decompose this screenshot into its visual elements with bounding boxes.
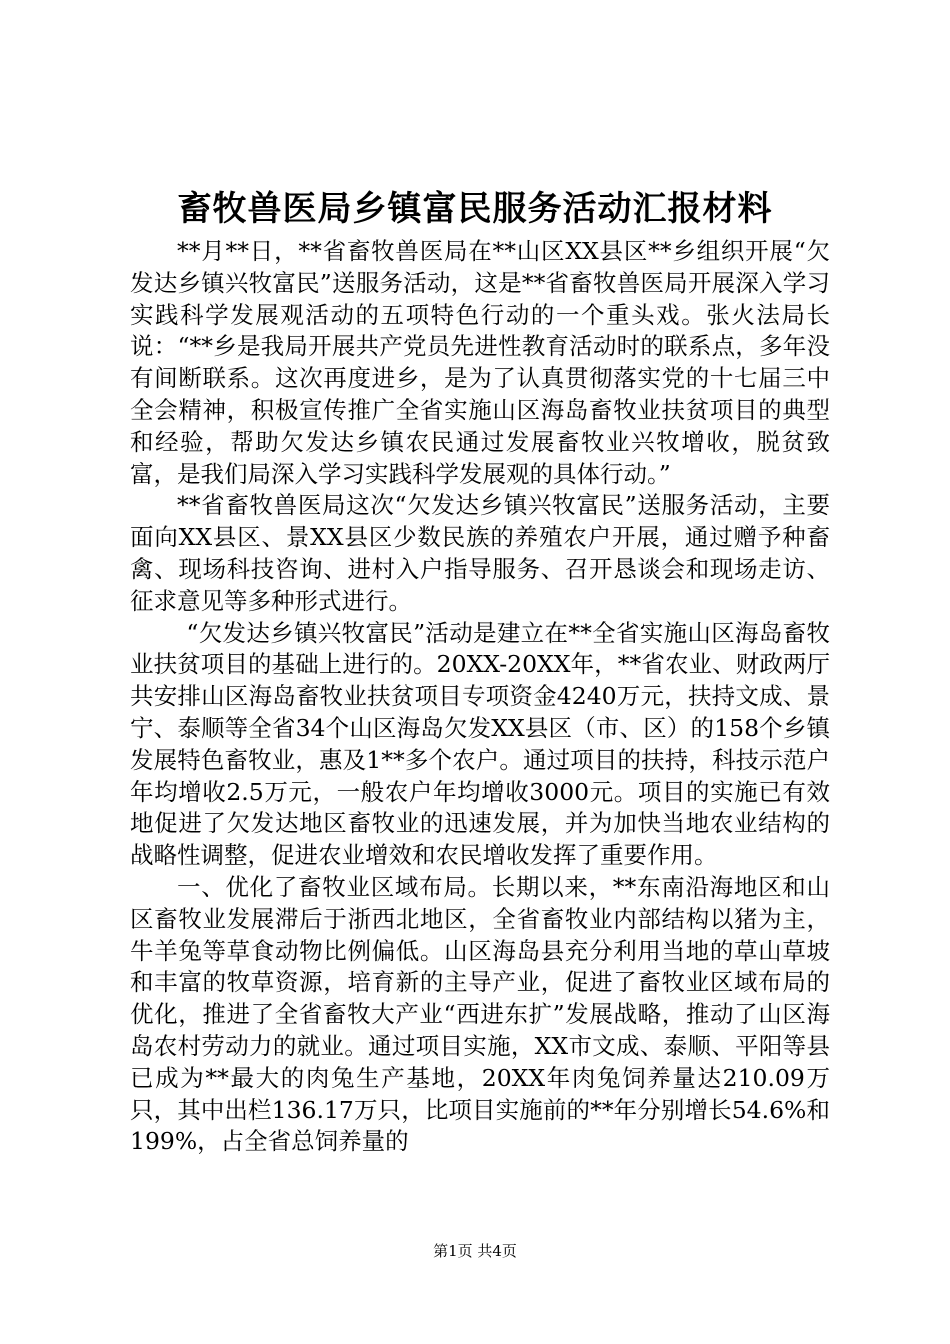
- page-number-footer: 第1页 共4页: [433, 1242, 517, 1260]
- paragraph-section-one: 一、优化了畜牧业区域布局。长期以来，**东南沿海地区和山区畜牧业发展滞后于浙西北地区，全省畜牧业内部结构以猪为主，牛羊兔等草食动物比例偏低。山区海岛县充分利用当地的草山草坡和丰富的牧草资源，培育新的主导产业，促进了畜牧业区域布局的优化，推进了全省畜牧大产业“西进东扩”发展战略，推动了山区海岛农村劳动力的就业。通过项目实施，XX市文成、泰顺、平阳等县已成为**最大的肉兔生产基地，20XX年肉兔饲养量达210.09万只，其中出栏136.17万只，比项目实施前的**年分别增长54.6%和199%，占全省总饲养量的: [130, 872, 830, 1156]
- document-title: 畜牧兽医局乡镇富民服务活动汇报材料: [177, 189, 773, 229]
- paragraph-project-background: “欠发达乡镇兴牧富民”活动是建立在**全省实施山区海岛畜牧业扶贫项目的基础上进行的。20XX-20XX年，**省农业、财政两厅共安排山区海岛畜牧业扶贫项目专项资金4240万元，扶持文成、景宁、泰顺等全省34个山区海岛欠发XX县区（市、区）的158个乡镇发展特色畜牧业，惠及1**多个农户。通过项目的扶持，科技示范户年均增收2.5万元，一般农户年均增收3000元。项目的实施已有效地促进了欠发达地区畜牧业的迅速发展，并为加快当地农业结构的战略性调整，促进农业增效和农民增收发挥了重要作用。: [130, 618, 830, 870]
- paragraph-activity-scope: **省畜牧兽医局这次“欠发达乡镇兴牧富民”送服务活动，主要面向XX县区、景XX县区少数民族的养殖农户开展，通过赠予种畜禽、现场科技咨询、进村入户指导服务、召开恳谈会和现场走访、征求意见等多种形式进行。: [130, 491, 830, 615]
- paragraph-intro: **月**日，**省畜牧兽医局在**山区XX县区**乡组织开展“欠发达乡镇兴牧富民”送服务活动，这是**省畜牧兽医局开展深入学习实践科学发展观活动的五项特色行动的一个重头戏。张火法局长说：“**乡是我局开展共产党员先进性教育活动时的联系点，多年没有间断联系。这次再度进乡，是为了认真贯彻落实党的十七届三中全会精神，积极宣传推广全省实施山区海岛畜牧业扶贫项目的典型和经验，帮助欠发达乡镇农民通过发展畜牧业兴牧增收，脱贫致富，是我们局深入学习实践科学发展观的具体行动。”: [130, 237, 830, 488]
- document-body: [130, 236, 830, 1158]
